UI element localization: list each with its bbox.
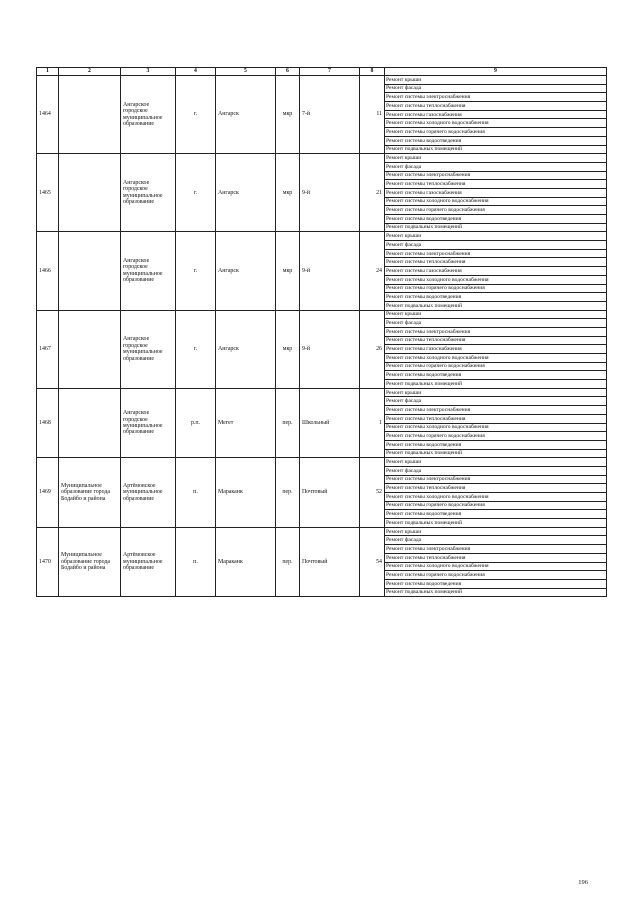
- record-number: 1466: [37, 232, 59, 310]
- repair-work-item: Ремонт системы теплоснабжения: [385, 102, 607, 111]
- repair-work-item: Ремонт системы горячего водоснабжения: [385, 206, 607, 215]
- district-mo: [59, 310, 121, 388]
- record-number: 1467: [37, 310, 59, 388]
- repair-work-item: Ремонт системы водоотведения: [385, 440, 607, 449]
- street-type: пер.: [276, 527, 300, 597]
- settlement-mo: Ангарское городское муниципальное образование: [121, 232, 176, 310]
- street-name: 9-й: [300, 310, 360, 388]
- repair-work-item: Ремонт системы водоотведения: [385, 510, 607, 519]
- repair-work-item: Ремонт подвальных помещений: [385, 145, 607, 154]
- locality-name: Мегет: [216, 388, 276, 458]
- district-mo: [59, 154, 121, 232]
- repair-work-item: Ремонт системы водоотведения: [385, 293, 607, 302]
- col-header-9: 9: [385, 68, 607, 76]
- locality-type: р.п.: [176, 388, 216, 458]
- record-number: 1464: [37, 76, 59, 154]
- repair-work-item: Ремонт системы теплоснабжения: [385, 553, 607, 562]
- street-name: 9-й: [300, 232, 360, 310]
- repair-work-item: Ремонт системы холодного водоснабжения: [385, 197, 607, 206]
- repair-work-item: Ремонт системы газоснабжения: [385, 188, 607, 197]
- repair-work-item: Ремонт фасада: [385, 241, 607, 250]
- table-row: [37, 232, 607, 241]
- house-number: 52: [360, 458, 385, 528]
- settlement-mo: Ангарское городское муниципальное образование: [121, 310, 176, 388]
- repair-work-item: Ремонт системы теплоснабжения: [385, 258, 607, 267]
- table-row: [37, 310, 607, 319]
- settlement-mo: Ангарское городское муниципальное образование: [121, 388, 176, 458]
- repair-work-item: Ремонт системы горячего водоснабжения: [385, 571, 607, 580]
- table-row: [37, 154, 607, 163]
- locality-name: Ангарск: [216, 310, 276, 388]
- repair-work-item: Ремонт системы электроснабжения: [385, 406, 607, 415]
- locality-type: г.: [176, 76, 216, 154]
- repair-work-item: Ремонт системы электроснабжения: [385, 545, 607, 554]
- repair-work-item: Ремонт системы газоснабжения: [385, 267, 607, 276]
- repair-work-item: Ремонт системы холодного водоснабжения: [385, 119, 607, 128]
- repair-work-item: Ремонт системы электроснабжения: [385, 475, 607, 484]
- col-header-1: 1: [37, 68, 59, 76]
- table-row: [37, 458, 607, 467]
- house-number: 26: [360, 310, 385, 388]
- repair-work-item: Ремонт системы горячего водоснабжения: [385, 432, 607, 441]
- locality-name: Ангарск: [216, 154, 276, 232]
- col-header-5: 5: [216, 68, 276, 76]
- house-number: 11: [360, 76, 385, 154]
- table-row: [37, 527, 607, 536]
- house-number: 21: [360, 154, 385, 232]
- repair-work-item: Ремонт системы холодного водоснабжения: [385, 493, 607, 502]
- house-number: 24: [360, 232, 385, 310]
- registry-table: [36, 67, 607, 597]
- repair-work-item: Ремонт подвальных помещений: [385, 380, 607, 389]
- street-type: мкр: [276, 232, 300, 310]
- repair-work-item: Ремонт крыши: [385, 76, 607, 85]
- col-header-6: 6: [276, 68, 300, 76]
- street-type: мкр: [276, 76, 300, 154]
- repair-work-item: Ремонт подвальных помещений: [385, 588, 607, 597]
- col-header-8: 8: [360, 68, 385, 76]
- repair-work-item: Ремонт системы горячего водоснабжения: [385, 362, 607, 371]
- street-type: мкр: [276, 154, 300, 232]
- repair-work-item: Ремонт крыши: [385, 310, 607, 319]
- repair-work-item: Ремонт системы теплоснабжения: [385, 180, 607, 189]
- repair-work-item: Ремонт системы электроснабжения: [385, 249, 607, 258]
- locality-name: Ангарск: [216, 232, 276, 310]
- registry-body: [37, 76, 607, 597]
- repair-work-item: Ремонт фасада: [385, 536, 607, 545]
- repair-work-item: Ремонт подвальных помещений: [385, 301, 607, 310]
- street-type: пер.: [276, 388, 300, 458]
- repair-work-item: Ремонт системы холодного водоснабжения: [385, 562, 607, 571]
- repair-work-item: Ремонт фасада: [385, 84, 607, 93]
- repair-work-item: Ремонт крыши: [385, 154, 607, 163]
- repair-work-item: Ремонт крыши: [385, 458, 607, 467]
- locality-type: п.: [176, 527, 216, 597]
- col-header-2: 2: [59, 68, 121, 76]
- settlement-mo: Ангарское городское муниципальное образование: [121, 154, 176, 232]
- district-mo: [59, 232, 121, 310]
- locality-name: Ангарск: [216, 76, 276, 154]
- locality-type: г.: [176, 154, 216, 232]
- locality-name: Мараканк: [216, 527, 276, 597]
- street-type: пер.: [276, 458, 300, 528]
- repair-work-item: Ремонт системы газоснабжения: [385, 345, 607, 354]
- street-name: Почтовый: [300, 458, 360, 528]
- street-name: 9-й: [300, 154, 360, 232]
- street-name: 7-й: [300, 76, 360, 154]
- repair-work-item: Ремонт системы водоотведения: [385, 215, 607, 224]
- record-number: 1468: [37, 388, 59, 458]
- repair-work-item: Ремонт подвальных помещений: [385, 449, 607, 458]
- page-number: 196: [578, 879, 588, 886]
- repair-work-item: Ремонт фасада: [385, 162, 607, 171]
- repair-work-item: Ремонт системы электроснабжения: [385, 93, 607, 102]
- col-header-4: 4: [176, 68, 216, 76]
- house-number: 1: [360, 388, 385, 458]
- settlement-mo: Артёмовское муниципальное образование: [121, 527, 176, 597]
- repair-work-item: Ремонт системы электроснабжения: [385, 327, 607, 336]
- district-mo: [59, 388, 121, 458]
- repair-work-item: Ремонт системы теплоснабжения: [385, 336, 607, 345]
- repair-work-item: Ремонт системы электроснабжения: [385, 171, 607, 180]
- repair-work-item: Ремонт системы теплоснабжения: [385, 484, 607, 493]
- street-name: Почтовый: [300, 527, 360, 597]
- district-mo: Муниципальное образование города Бодайбо и района: [59, 458, 121, 528]
- repair-work-item: Ремонт системы горячего водоснабжения: [385, 501, 607, 510]
- repair-work-item: Ремонт системы водоотведения: [385, 579, 607, 588]
- repair-work-item: Ремонт системы холодного водоснабжения: [385, 423, 607, 432]
- table-row: [37, 76, 607, 85]
- repair-work-item: Ремонт системы теплоснабжения: [385, 414, 607, 423]
- house-number: 54: [360, 527, 385, 597]
- repair-work-item: Ремонт фасада: [385, 466, 607, 475]
- record-number: 1470: [37, 527, 59, 597]
- repair-work-item: Ремонт фасада: [385, 319, 607, 328]
- district-mo: Муниципальное образование города Бодайбо и района: [59, 527, 121, 597]
- locality-name: Мараканк: [216, 458, 276, 528]
- repair-work-item: Ремонт подвальных помещений: [385, 519, 607, 528]
- locality-type: г.: [176, 232, 216, 310]
- repair-work-item: Ремонт фасада: [385, 397, 607, 406]
- repair-work-item: Ремонт системы газоснабжения: [385, 110, 607, 119]
- repair-work-item: Ремонт системы водоотведения: [385, 371, 607, 380]
- repair-work-item: Ремонт системы водоотведения: [385, 136, 607, 145]
- repair-work-item: Ремонт крыши: [385, 232, 607, 241]
- repair-work-item: Ремонт подвальных помещений: [385, 223, 607, 232]
- district-mo: [59, 76, 121, 154]
- locality-type: г.: [176, 310, 216, 388]
- repair-work-item: Ремонт системы холодного водоснабжения: [385, 354, 607, 363]
- locality-type: п.: [176, 458, 216, 528]
- repair-work-item: Ремонт системы горячего водоснабжения: [385, 284, 607, 293]
- settlement-mo: Артёмовское муниципальное образование: [121, 458, 176, 528]
- col-header-7: 7: [300, 68, 360, 76]
- header-row: [37, 68, 607, 76]
- repair-work-item: Ремонт крыши: [385, 388, 607, 397]
- repair-work-item: Ремонт системы горячего водоснабжения: [385, 128, 607, 137]
- street-type: мкр: [276, 310, 300, 388]
- table-row: [37, 388, 607, 397]
- street-name: Школьный: [300, 388, 360, 458]
- settlement-mo: Ангарское городское муниципальное образование: [121, 76, 176, 154]
- repair-work-item: Ремонт крыши: [385, 527, 607, 536]
- repair-work-item: Ремонт системы холодного водоснабжения: [385, 275, 607, 284]
- record-number: 1465: [37, 154, 59, 232]
- col-header-3: 3: [121, 68, 176, 76]
- record-number: 1469: [37, 458, 59, 528]
